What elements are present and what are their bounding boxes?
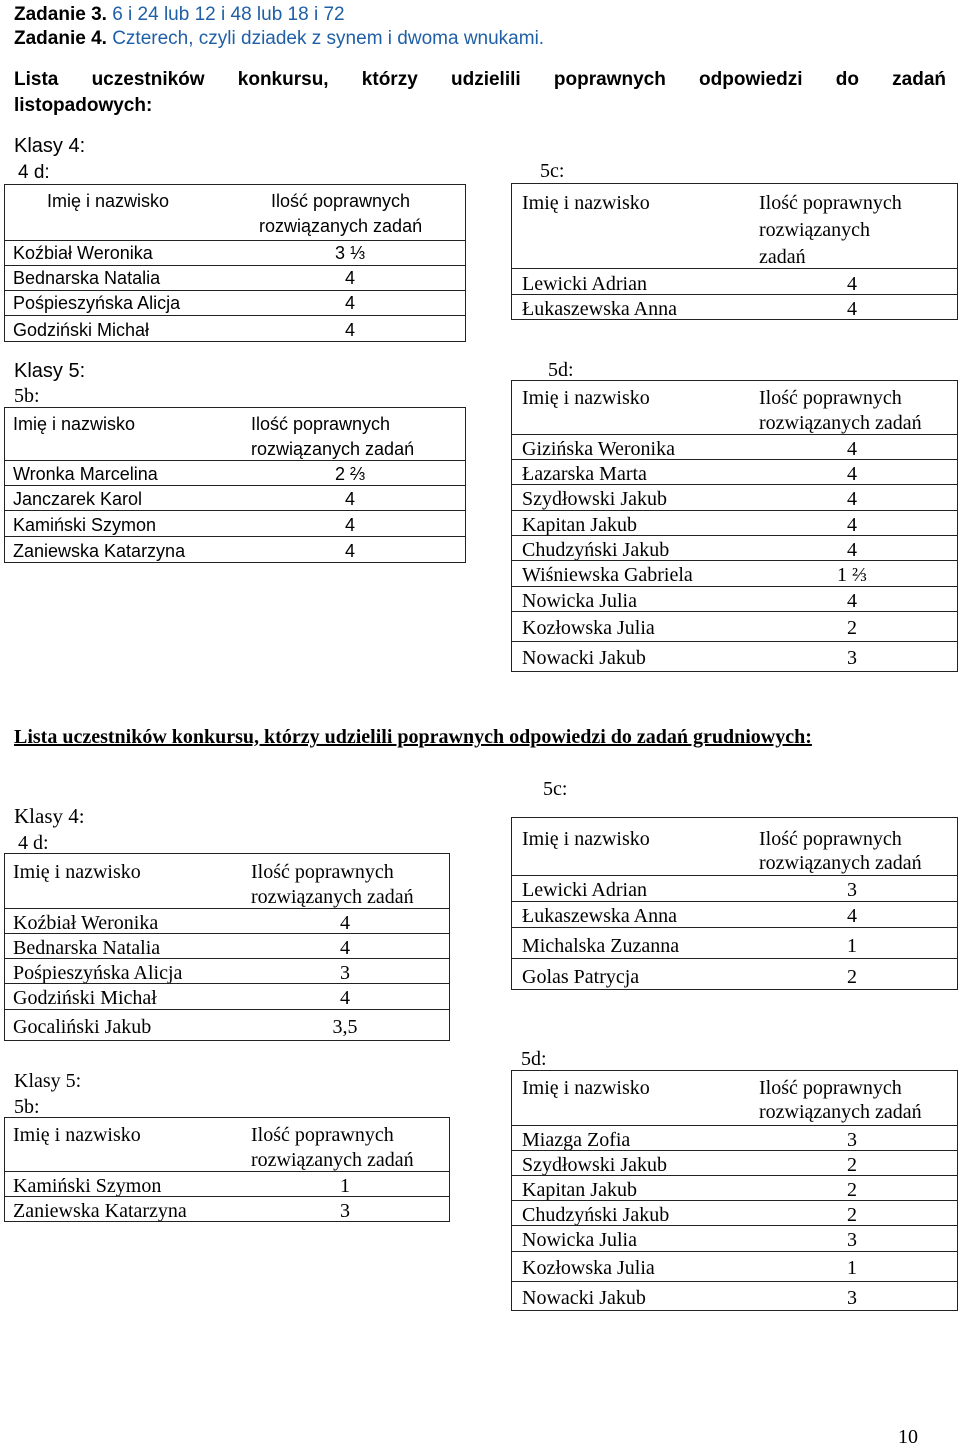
participant-name: Pośpieszyńska Alicja xyxy=(13,293,181,313)
participant-score: 1 xyxy=(847,1257,857,1279)
participant-name: Godziński Michał xyxy=(13,320,150,340)
november-4d-table xyxy=(4,184,466,342)
participant-score: 4 xyxy=(847,298,857,320)
participant-name: Gizińska Weronika xyxy=(522,438,675,460)
participant-name: Łukaszewska Anna xyxy=(522,298,677,320)
col-header-count-cont: rozwiązanych zadań xyxy=(251,886,414,908)
participant-name: Zaniewska Katarzyna xyxy=(13,541,186,561)
november-5d-table xyxy=(511,380,958,672)
participant-score: 4 xyxy=(344,515,355,535)
table-row xyxy=(5,536,465,563)
participant-score: 3,5 xyxy=(332,1016,358,1038)
participant-score: 2 ⅔ xyxy=(334,464,366,484)
participant-score: 4 xyxy=(344,293,355,313)
table-row xyxy=(5,1196,449,1222)
participant-name: Kozłowska Julia xyxy=(522,1257,655,1279)
participant-score: 4 xyxy=(847,463,857,485)
participant-score: 4 xyxy=(847,539,857,561)
table-row xyxy=(512,958,957,990)
participant-score: 1 ⅔ xyxy=(837,564,867,586)
col-header-count-cont: rozwiązanych zadań xyxy=(251,439,415,459)
task-3-label: Zadanie 3. xyxy=(14,4,107,25)
participant-name: Koźbiał Weronika xyxy=(13,912,159,934)
table-row xyxy=(512,901,957,928)
table-row xyxy=(5,1171,449,1197)
table-row xyxy=(512,1251,957,1282)
december-5d-label: 5d: xyxy=(521,1048,547,1070)
participant-name: Nowacki Jakub xyxy=(522,647,646,669)
col-header-count: Ilość poprawnych xyxy=(759,192,902,214)
participant-score: 3 xyxy=(847,879,857,901)
november-grade5-heading: Klasy 5: xyxy=(14,360,86,382)
december-5d-table xyxy=(511,1070,958,1311)
participant-name: Wronka Marcelina xyxy=(13,464,158,484)
participant-name: Kamiński Szymon xyxy=(13,515,157,535)
col-header-name: Imię i nazwisko xyxy=(13,414,136,434)
participant-score: 4 xyxy=(847,905,857,927)
participant-name: Pośpieszyńska Alicja xyxy=(13,962,183,984)
table-row xyxy=(5,240,465,266)
november-5c-label: 5c: xyxy=(540,160,565,182)
november-grade4-heading: Klasy 4: xyxy=(14,135,86,157)
participant-score: 4 xyxy=(340,987,350,1009)
col-header-name: Imię i nazwisko xyxy=(13,861,141,883)
participant-score: 4 xyxy=(344,489,355,509)
col-header-count-cont: rozwiązanych xyxy=(759,219,871,241)
table-row xyxy=(512,586,957,612)
november-5b-table xyxy=(4,407,466,563)
table-row xyxy=(5,315,465,342)
participant-score: 3 xyxy=(340,962,350,984)
participant-name: Nowicka Julia xyxy=(522,1229,637,1251)
december-5c-table xyxy=(511,817,958,990)
participant-score: 3 xyxy=(340,1200,350,1222)
task-3-answer: 6 i 24 lub 12 i 48 lub 18 i 72 xyxy=(112,4,345,25)
col-header-count-cont: rozwiązanych zadań xyxy=(259,216,423,236)
participant-score: 4 xyxy=(340,912,350,934)
col-header-name: Imię i nazwisko xyxy=(522,1077,650,1099)
participant-score: 1 xyxy=(340,1175,350,1197)
participant-score: 3 xyxy=(847,647,857,669)
table-row xyxy=(512,459,957,485)
participant-score: 3 xyxy=(847,1129,857,1151)
participant-name: Janczarek Karol xyxy=(13,489,143,509)
col-header-count-cont: rozwiązanych zadań xyxy=(759,852,922,874)
participant-name: Koźbiał Weronika xyxy=(13,243,153,263)
col-header-count-cont: rozwiązanych zadań xyxy=(759,412,922,434)
december-grade5-heading: Klasy 5: xyxy=(14,1070,82,1092)
participant-name: Chudzyński Jakub xyxy=(522,539,670,561)
col-header-count-cont: rozwiązanych zadań xyxy=(251,1149,414,1171)
table-row xyxy=(512,434,957,460)
participant-name: Bednarska Natalia xyxy=(13,268,161,288)
participant-score: 2 xyxy=(847,617,857,639)
col-header-count: Ilość poprawnych xyxy=(759,387,902,409)
december-5b-table xyxy=(4,1117,450,1222)
november-5d-label: 5d: xyxy=(548,359,574,381)
participant-name: Zaniewska Katarzyna xyxy=(13,1200,187,1222)
table-row xyxy=(5,510,465,537)
participant-score: 4 xyxy=(847,514,857,536)
task-4-answer: Czterech, czyli dziadek z synem i dwoma wnukami. xyxy=(112,28,545,49)
participant-name: Kamiński Szymon xyxy=(13,1175,162,1197)
table-row xyxy=(512,1200,957,1226)
col-header-name: Imię i nazwisko xyxy=(47,191,170,211)
table-row xyxy=(512,1281,957,1311)
table-row xyxy=(5,983,449,1010)
col-header-count: Ilość poprawnych xyxy=(759,828,902,850)
table-row xyxy=(512,1175,957,1201)
november-5c-table xyxy=(511,183,958,320)
col-header-count: Ilość poprawnych xyxy=(759,1077,902,1099)
table-row xyxy=(512,1125,957,1151)
table-row xyxy=(512,268,957,295)
table-row xyxy=(512,535,957,561)
participant-score: 4 xyxy=(340,937,350,959)
table-row xyxy=(512,927,957,959)
col-header-name: Imię i nazwisko xyxy=(522,828,650,850)
table-row xyxy=(512,1150,957,1176)
col-header-count: Ilość poprawnych xyxy=(251,1124,394,1146)
col-header-count-cont: zadań xyxy=(759,246,806,268)
participant-name: Lewicki Adrian xyxy=(522,879,647,901)
table-row xyxy=(5,485,465,511)
table-row xyxy=(512,875,957,902)
december-4d-table xyxy=(4,853,450,1041)
november-4d-label: 4 d: xyxy=(18,162,50,183)
november-title: Lista uczestników konkursu, którzy udzielili poprawnych odpowiedzi do zadań xyxy=(14,69,946,90)
table-row xyxy=(512,510,957,536)
participant-name: Wiśniewska Gabriela xyxy=(522,564,693,586)
participant-name: Nowacki Jakub xyxy=(522,1287,646,1309)
table-row xyxy=(5,265,465,291)
participant-score: 4 xyxy=(344,268,355,288)
participant-score: 2 xyxy=(847,1154,857,1176)
table-row xyxy=(512,294,957,320)
participant-name: Bednarska Natalia xyxy=(13,937,161,959)
table-row xyxy=(5,933,449,959)
participant-name: Łazarska Marta xyxy=(522,463,647,485)
col-header-name: Imię i nazwisko xyxy=(13,1124,141,1146)
page-number: 10 xyxy=(898,1426,918,1448)
col-header-count: Ilość poprawnych xyxy=(251,414,391,434)
participant-score: 3 xyxy=(847,1287,857,1309)
participant-score: 2 xyxy=(847,1179,857,1201)
participant-name: Szydłowski Jakub xyxy=(522,1154,667,1176)
participant-score: 4 xyxy=(847,488,857,510)
table-row xyxy=(5,908,449,934)
col-header-count: Ilość poprawnych xyxy=(271,191,411,211)
col-header-name: Imię i nazwisko xyxy=(522,192,650,214)
participant-name: Gocaliński Jakub xyxy=(13,1016,152,1038)
participant-name: Michalska Zuzanna xyxy=(522,935,680,957)
participant-name: Kapitan Jakub xyxy=(522,1179,637,1201)
participant-score: 2 xyxy=(847,966,857,988)
col-header-name: Imię i nazwisko xyxy=(522,387,650,409)
table-row xyxy=(512,560,957,587)
participant-name: Chudzyński Jakub xyxy=(522,1204,670,1226)
december-title: Lista uczestników konkursu, którzy udzielili poprawnych odpowiedzi do zadań grudniowych: xyxy=(14,726,812,748)
participant-score: 4 xyxy=(847,590,857,612)
table-row xyxy=(512,1225,957,1252)
table-row xyxy=(512,611,957,642)
table-row xyxy=(5,1009,449,1041)
participant-score: 3 xyxy=(847,1229,857,1251)
col-header-count-cont: rozwiązanych zadań xyxy=(759,1101,922,1123)
participant-name: Nowicka Julia xyxy=(522,590,637,612)
november-5b-label: 5b: xyxy=(14,385,40,407)
participant-name: Lewicki Adrian xyxy=(522,273,647,295)
participant-name: Szydłowski Jakub xyxy=(522,488,667,510)
table-row xyxy=(5,958,449,984)
december-4d-label: 4 d: xyxy=(18,832,49,854)
task-3-line xyxy=(14,5,345,24)
december-5b-label: 5b: xyxy=(14,1096,40,1118)
table-row xyxy=(5,290,465,316)
participant-name: Miazga Zofia xyxy=(522,1129,631,1151)
participant-score: 2 xyxy=(847,1204,857,1226)
participant-score: 4 xyxy=(344,320,355,340)
november-title-cont: listopadowych: xyxy=(14,95,153,116)
december-grade4-heading: Klasy 4: xyxy=(14,804,85,828)
participant-name: Łukaszewska Anna xyxy=(522,905,677,927)
participant-score: 1 xyxy=(847,935,857,957)
december-5c-label: 5c: xyxy=(543,778,568,800)
participant-score: 4 xyxy=(344,541,355,561)
participant-score: 4 xyxy=(847,273,857,295)
task-4-line xyxy=(14,29,544,48)
table-row xyxy=(512,641,957,672)
participant-name: Kozłowska Julia xyxy=(522,617,655,639)
col-header-count: Ilość poprawnych xyxy=(251,861,394,883)
task-4-label: Zadanie 4. xyxy=(14,28,107,49)
participant-score: 4 xyxy=(847,438,857,460)
participant-name: Godziński Michał xyxy=(13,987,157,1009)
table-row xyxy=(5,460,465,486)
participant-name: Kapitan Jakub xyxy=(522,514,637,536)
table-row xyxy=(512,484,957,511)
participant-name: Golas Patrycja xyxy=(522,966,640,988)
participant-score: 3 ⅓ xyxy=(334,243,366,263)
